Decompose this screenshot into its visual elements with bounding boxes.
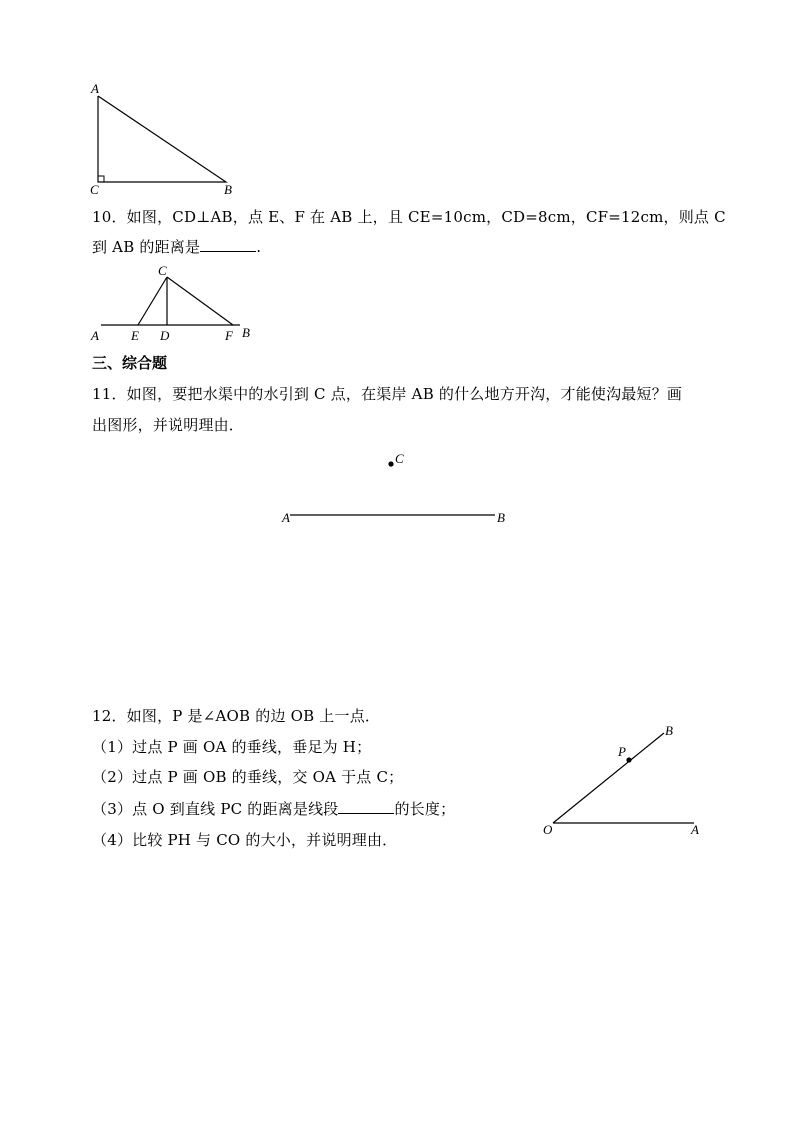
q12-stem: 12．如图，P 是∠AOB 的边 OB 上一点． [92,707,381,725]
q11-label-c: C [395,451,404,466]
q10-label-d: D [160,328,170,343]
q12-label-p: P [618,744,626,759]
q11-label-a: A [282,510,290,525]
q12-part3-post: 的长度； [394,800,456,818]
q11-label-b: B [497,510,505,525]
q12-label-o: O [543,822,553,837]
q10-text-pre: 到 AB 的距离是 [92,238,201,256]
vertex-label-c: C [90,182,99,197]
q10-label-e: E [131,328,139,343]
vertex-label-b: B [224,182,232,197]
q10-text-post: . [256,238,262,256]
q12-part2: （2）过点 P 画 OB 的垂线，交 OA 于点 C； [92,768,404,786]
q10-label-f: F [225,328,233,343]
q12-label-b: B [665,723,673,738]
q11-text-line2: 出图形，并说明理由． [92,416,245,434]
q11-text-line1: 11．如图，要把水渠中的水引到 C 点，在渠岸 AB 的什么地方开沟，才能使沟最短？画 [92,385,683,403]
q12-part4: （4）比较 PH 与 CO 的大小，并说明理由． [92,831,398,849]
q12-part1: （1）过点 P 画 OA 的垂线，垂足为 H； [92,738,372,756]
q12-label-a: A [691,822,699,837]
section-heading: 三、综合题 [92,354,168,372]
ray-ob [553,733,664,823]
q12-part3-pre: （3）点 O 到直线 PC 的距离是线段 [92,800,339,818]
q10-label-c: C [158,263,167,278]
point-p [626,757,631,762]
q10-text-line1: 10．如图，CD⊥AB，点 E、F 在 AB 上，且 CE=10cm，CD=8cm，CF=12cm，则点 C [92,208,726,226]
q10-label-b: B [242,325,250,340]
q10-label-a: A [91,328,99,343]
vertex-label-a: A [91,81,99,96]
